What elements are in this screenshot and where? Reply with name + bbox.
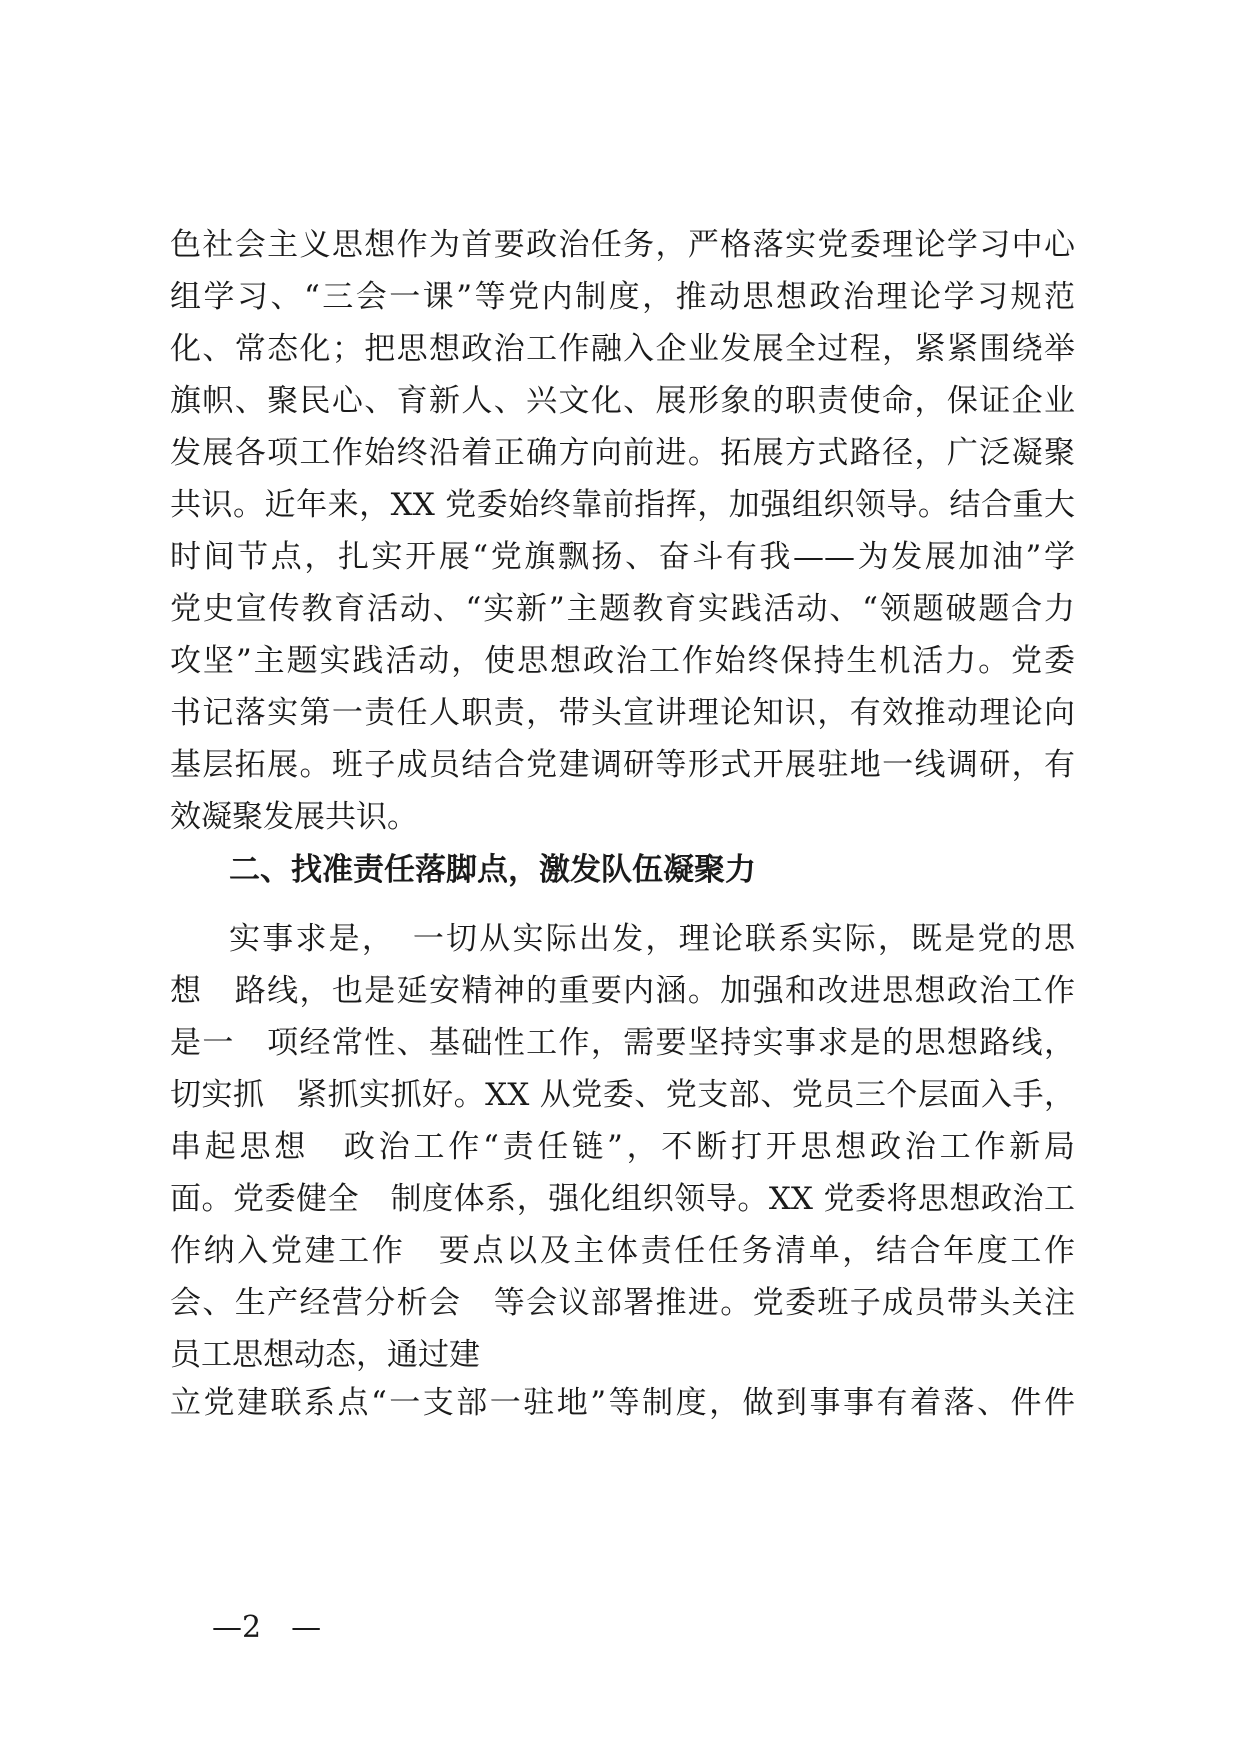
paragraph-line: 旗帜、聚民心、育新人、兴文化、展形象的职责使命，保证企业 xyxy=(170,383,1075,419)
paragraph-line: 共识。近年来，XX 党委始终靠前指挥，加强组织领导。结合重大 xyxy=(170,487,1075,523)
paragraph-line: 时间节点，扎实开展“党旗飘扬、奋斗有我——为发展加油”学 xyxy=(170,539,1075,575)
paragraph-line: 立党建联系点“一支部一驻地”等制度，做到事事有着落、件件 xyxy=(170,1385,1075,1421)
paragraph-line: 员工思想动态，通过建 xyxy=(170,1337,480,1373)
paragraph-line: 发展各项工作始终沿着正确方向前进。拓展方式路径，广泛凝聚 xyxy=(170,435,1075,471)
page-number: —2 — xyxy=(212,1610,322,1645)
paragraph-line: 基层拓展。班子成员结合党建调研等形式开展驻地一线调研，有 xyxy=(170,747,1075,783)
paragraph-line: 党史宣传教育活动、“实新”主题教育实践活动、“领题破题合力 xyxy=(170,591,1075,627)
section-heading: 二、找准责任落脚点，激发队伍凝聚力 xyxy=(229,852,756,888)
paragraph-line: 想 路线，也是延安精神的重要内涵。加强和改进思想政治工作 xyxy=(170,973,1075,1009)
paragraph-line: 实事求是， 一切从实际出发，理论联系实际，既是党的思 xyxy=(229,921,1075,957)
paragraph-line: 色社会主义思想作为首要政治任务，严格落实党委理论学习中心 xyxy=(170,227,1075,263)
paragraph-line: 面。党委健全 制度体系，强化组织领导。XX 党委将思想政治工 xyxy=(170,1181,1075,1217)
paragraph-line: 会、生产经营分析会 等会议部署推进。党委班子成员带头关注 xyxy=(170,1285,1075,1321)
paragraph-line: 作纳入党建工作 要点以及主体责任任务清单，结合年度工作 xyxy=(170,1233,1075,1269)
paragraph-line: 攻坚”主题实践活动，使思想政治工作始终保持生机活力。党委 xyxy=(170,643,1075,679)
paragraph-line: 切实抓 紧抓实抓好。XX 从党委、党支部、党员三个层面入手， xyxy=(170,1077,1075,1113)
paragraph-line: 是一 项经常性、基础性工作，需要坚持实事求是的思想路线， xyxy=(170,1025,1075,1061)
paragraph-line: 书记落实第一责任人职责，带头宣讲理论知识，有效推动理论向 xyxy=(170,695,1075,731)
paragraph-line: 化、常态化；把思想政治工作融入企业发展全过程，紧紧围绕举 xyxy=(170,331,1075,367)
paragraph-line: 组学习、“三会一课”等党内制度，推动思想政治理论学习规范 xyxy=(170,279,1075,315)
paragraph-line: 串起思想 政治工作“责任链”，不断打开思想政治工作新局 xyxy=(170,1129,1075,1165)
paragraph-line: 效凝聚发展共识。 xyxy=(170,799,418,835)
